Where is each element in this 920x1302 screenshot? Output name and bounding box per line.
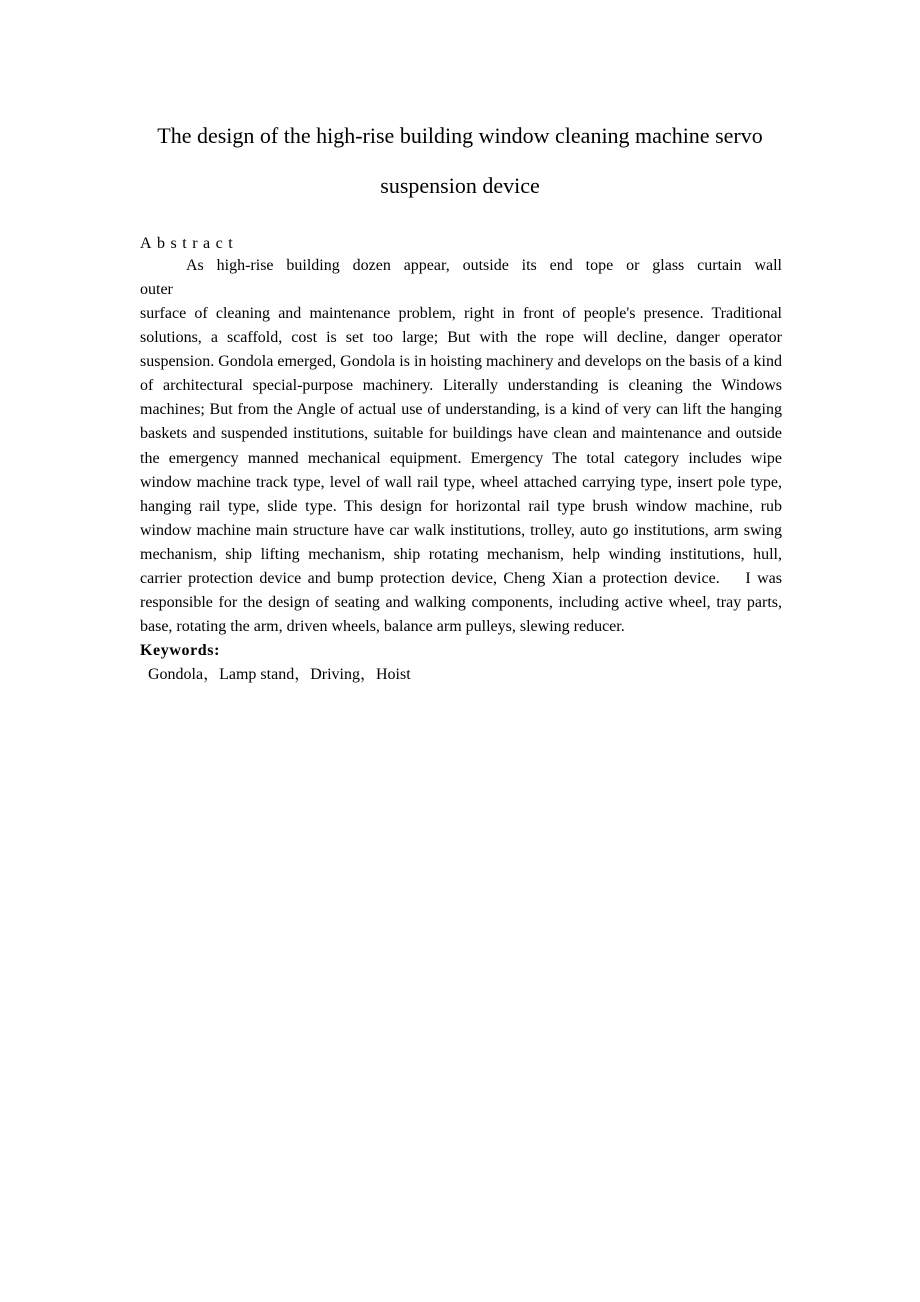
abstract-first-line-tail: outer [140, 281, 173, 298]
abstract-body: surface of cleaning and maintenance problem, right in front of people's presence. Traditional solutions, a scaffold, cost is set too large; But with the rope will decline, danger operator suspension. Gondola emerged, Gondola is in hoisting machinery and develops on the basis of a kind of architectural special-purpose machinery. Literally understanding is cleaning the Windows machines; But from the Angle of actual use of understanding, is a kind of very can lift the hanging baskets and suspended institutions, suitable for buildings have clean and maintenance and outside the emergency manned mechanical equipment. Emergency The total category includes wipe window machine track type, level of wall rail type, wheel attached carrying type, insert pole type, hanging rail type, slide type. This design for horizontal rail type brush window machine, rub window machine main structure have car walk institutions, trolley, auto go institutions, arm swing mechanism, ship lifting mechanism, ship rotating mechanism, help winding institutions, hull, carrier protection device and bump protection device, Cheng Xian a protection device. I was responsible for the design of seating and walking components, including active wheel, tray parts, base, rotating the arm, driven wheels, balance arm pulleys, slewing reducer. [140, 305, 782, 636]
document-title [138, 124, 782, 198]
title-line-1: The design of the high-rise building window cleaning machine servo [157, 123, 763, 148]
keywords-list: Gondola，Lamp stand，Driving，Hoist [148, 666, 411, 684]
document-page [138, 0, 782, 687]
keywords-label: Keywords: [140, 642, 221, 660]
abstract-first-line: As high-rise building dozen appear, outside its end tope or glass curtain wall [186, 257, 782, 274]
abstract-heading: Abstract [140, 235, 239, 252]
title-line-2: suspension device [380, 173, 540, 198]
